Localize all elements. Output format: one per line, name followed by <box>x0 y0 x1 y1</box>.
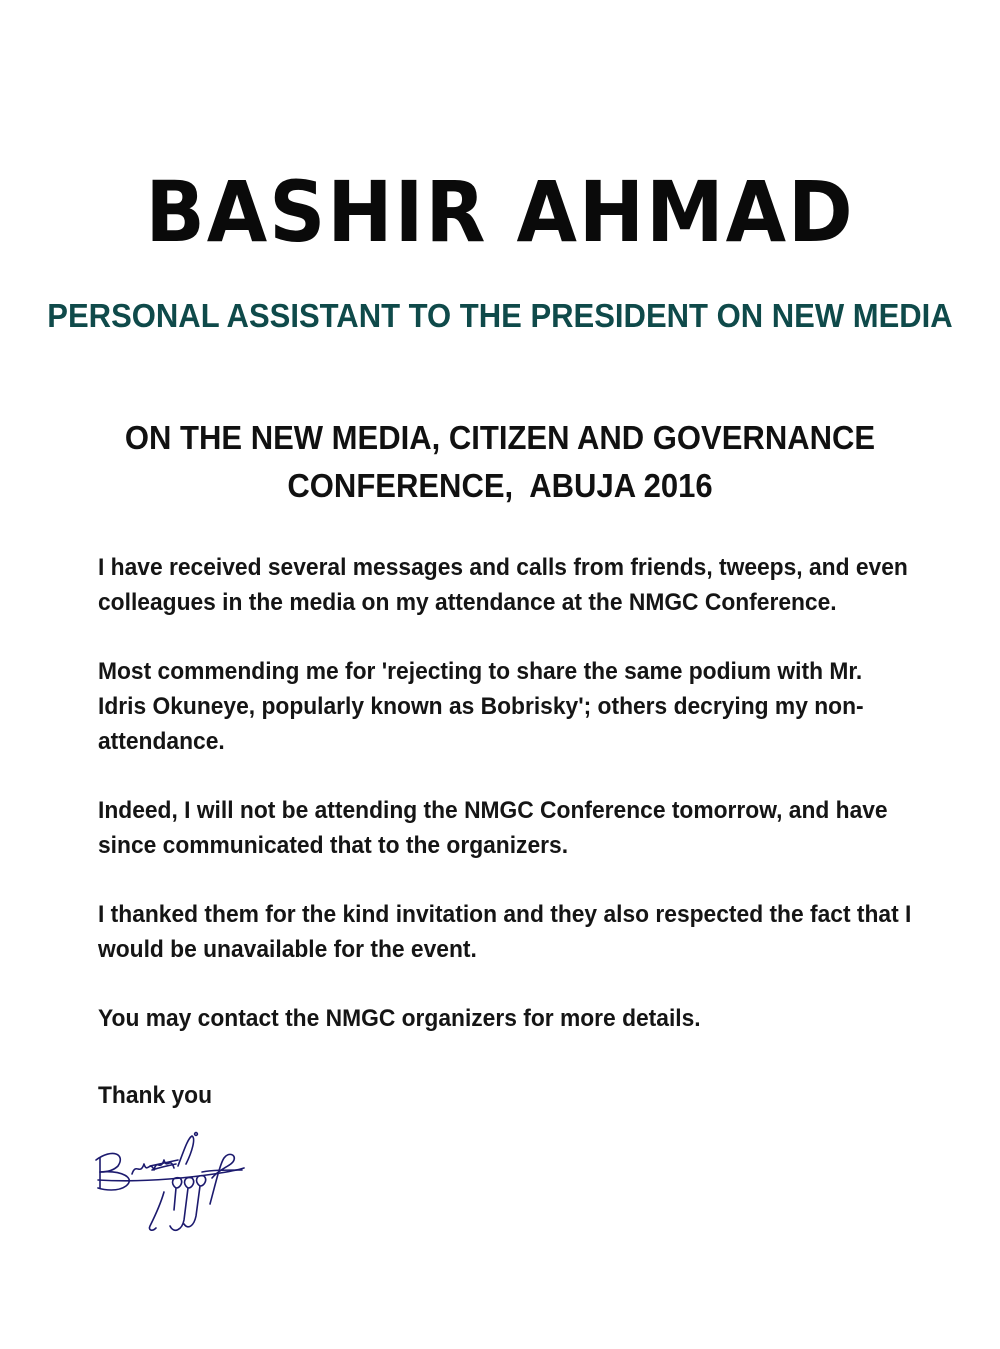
paragraph-5: You may contact the NMGC organizers for more details. <box>98 1005 701 1032</box>
closing-text: Thank you <box>98 1082 213 1109</box>
statement-heading-line-2: CONFERENCE, ABUJA 2016 <box>287 467 713 504</box>
letterhead-title: PERSONAL ASSISTANT TO THE PRESIDENT ON NEW MEDIA <box>47 297 953 334</box>
paragraph-4: I thanked them for the kind invitation and they also respected the fact that I would be unavailable for the event. <box>98 901 912 963</box>
paragraph-3: Indeed, I will not be attending the NMGC Conference tomorrow, and have since communicated that to the organizers. <box>98 797 888 859</box>
statement-body <box>98 550 938 1070</box>
statement-heading-line-1: ON THE NEW MEDIA, CITIZEN AND GOVERNANCE <box>124 419 876 456</box>
handwritten-signature <box>92 1130 252 1245</box>
letterhead-name: BASHIR AHMAD <box>145 163 855 261</box>
statement-heading <box>30 414 970 510</box>
paragraph-2: Most commending me for 'rejecting to share the same podium with Mr. Idris Okuneye, popularly known as Bobrisky'; others decrying my non-attendance. <box>98 658 864 755</box>
paragraph-1: I have received several messages and calls from friends, tweeps, and even colleagues in the media on my attendance at the NMGC Conference. <box>98 554 908 616</box>
